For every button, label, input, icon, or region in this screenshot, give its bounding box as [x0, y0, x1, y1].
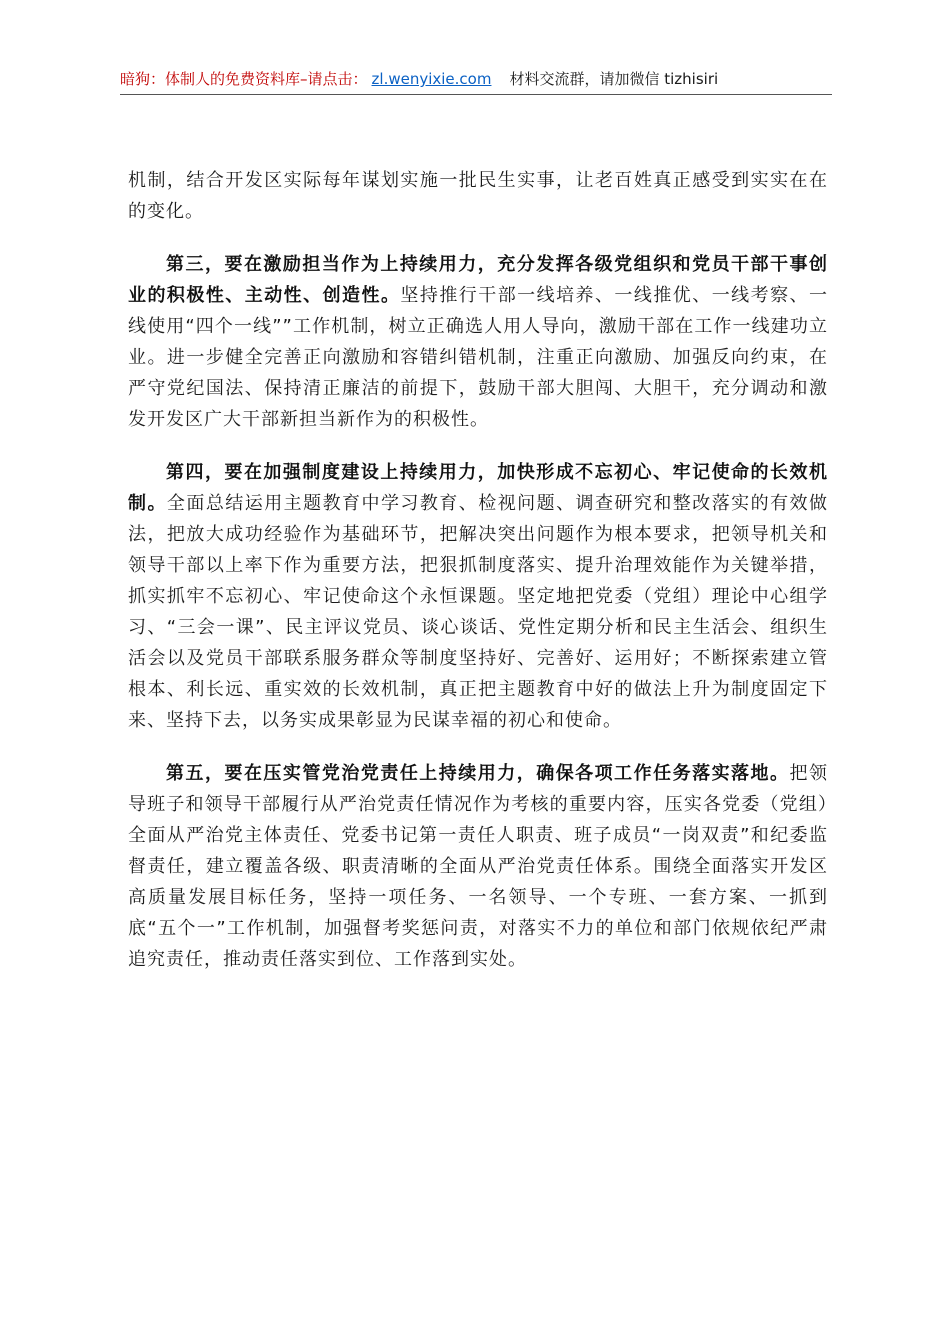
paragraph-heading: 第五，要在压实管党治党责任上持续用力，确保各项工作任务落实落地。 — [166, 763, 790, 784]
paragraph-continuation — [128, 165, 828, 227]
paragraph-text: 把领导班子和领导干部履行从严治党责任情况作为考核的重要内容，压实各党委（党组）全面从严治党主体责任、党委书记第一责任人职责、班子成员“一岗双责”和纪委监督责任，建立覆盖各级、职责清晰的全面从严治党责任体系。围绕全面落实开发区高质量发展目标任务，坚持一项任务、一名领导、一个专班、一套方案、一抓到底“五个一”工作机制，加强督考奖惩问责，对落实不力的单位和部门依规依纪严肃追究责任，推动责任落实到位、工作落到实处。 — [128, 763, 829, 970]
document-body — [128, 165, 828, 997]
header-contact: 材料交流群，请加微信 tizhisiri — [509, 70, 719, 88]
page-header — [120, 68, 832, 90]
paragraph-fifth — [128, 758, 828, 975]
paragraph-fourth — [128, 457, 828, 736]
paragraph-heading: 第三，要在激励担当作为上持续用力，充分发挥各级党组织和党员干部干事创业的积极性、主动性、创造性。 — [128, 254, 828, 306]
paragraph-text: 全面总结运用主题教育中学习教育、检视问题、调查研究和整改落实的有效做法，把放大成功经验作为基础环节，把解决突出问题作为根本要求，把领导机关和领导干部以上率下作为重要方法，把狠抓制度落实、提升治理效能作为关键举措，抓实抓牢不忘初心、牢记使命这个永恒课题。坚定地把党委（党组）理论中心组学习、“三会一课”、民主评议党员、谈心谈话、党性定期分析和民主生活会、组织生活会以及党员干部联系服务群众等制度坚持好、完善好、运用好；不断探索建立管根本、利长远、重实效的长效机制，真正把主题教育中好的做法上升为制度固定下来、坚持下去，以务实成果彰显为民谋幸福的初心和使命。 — [128, 493, 829, 731]
header-divider — [120, 94, 832, 95]
paragraph-third — [128, 249, 828, 435]
paragraph-heading: 第四，要在加强制度建设上持续用力，加快形成不忘初心、牢记使命的长效机制。 — [128, 462, 828, 514]
paragraph-text: 机制，结合开发区实际每年谋划实施一批民生实事，让老百姓真正感受到实实在在的变化。 — [128, 170, 828, 222]
header-prompt: –请点击： — [300, 70, 368, 88]
paragraph-text: 坚持推行干部一线培养、一线推优、一线考察、一线使用“四个一线””工作机制，树立正确选人用人导向，激励干部在工作一线建功立业。进一步健全完善正向激励和容错纠错机制，注重正向激励、加强反向约束，在严守党纪国法、保持清正廉洁的前提下，鼓励干部大胆闯、大胆干，充分调动和激发开发区广大干部新担当新作为的积极性。 — [128, 285, 829, 430]
header-brand: 暗狗：体制人的免费资料库 — [120, 70, 301, 88]
header-link[interactable]: zl.wenyixie.com — [371, 70, 492, 88]
